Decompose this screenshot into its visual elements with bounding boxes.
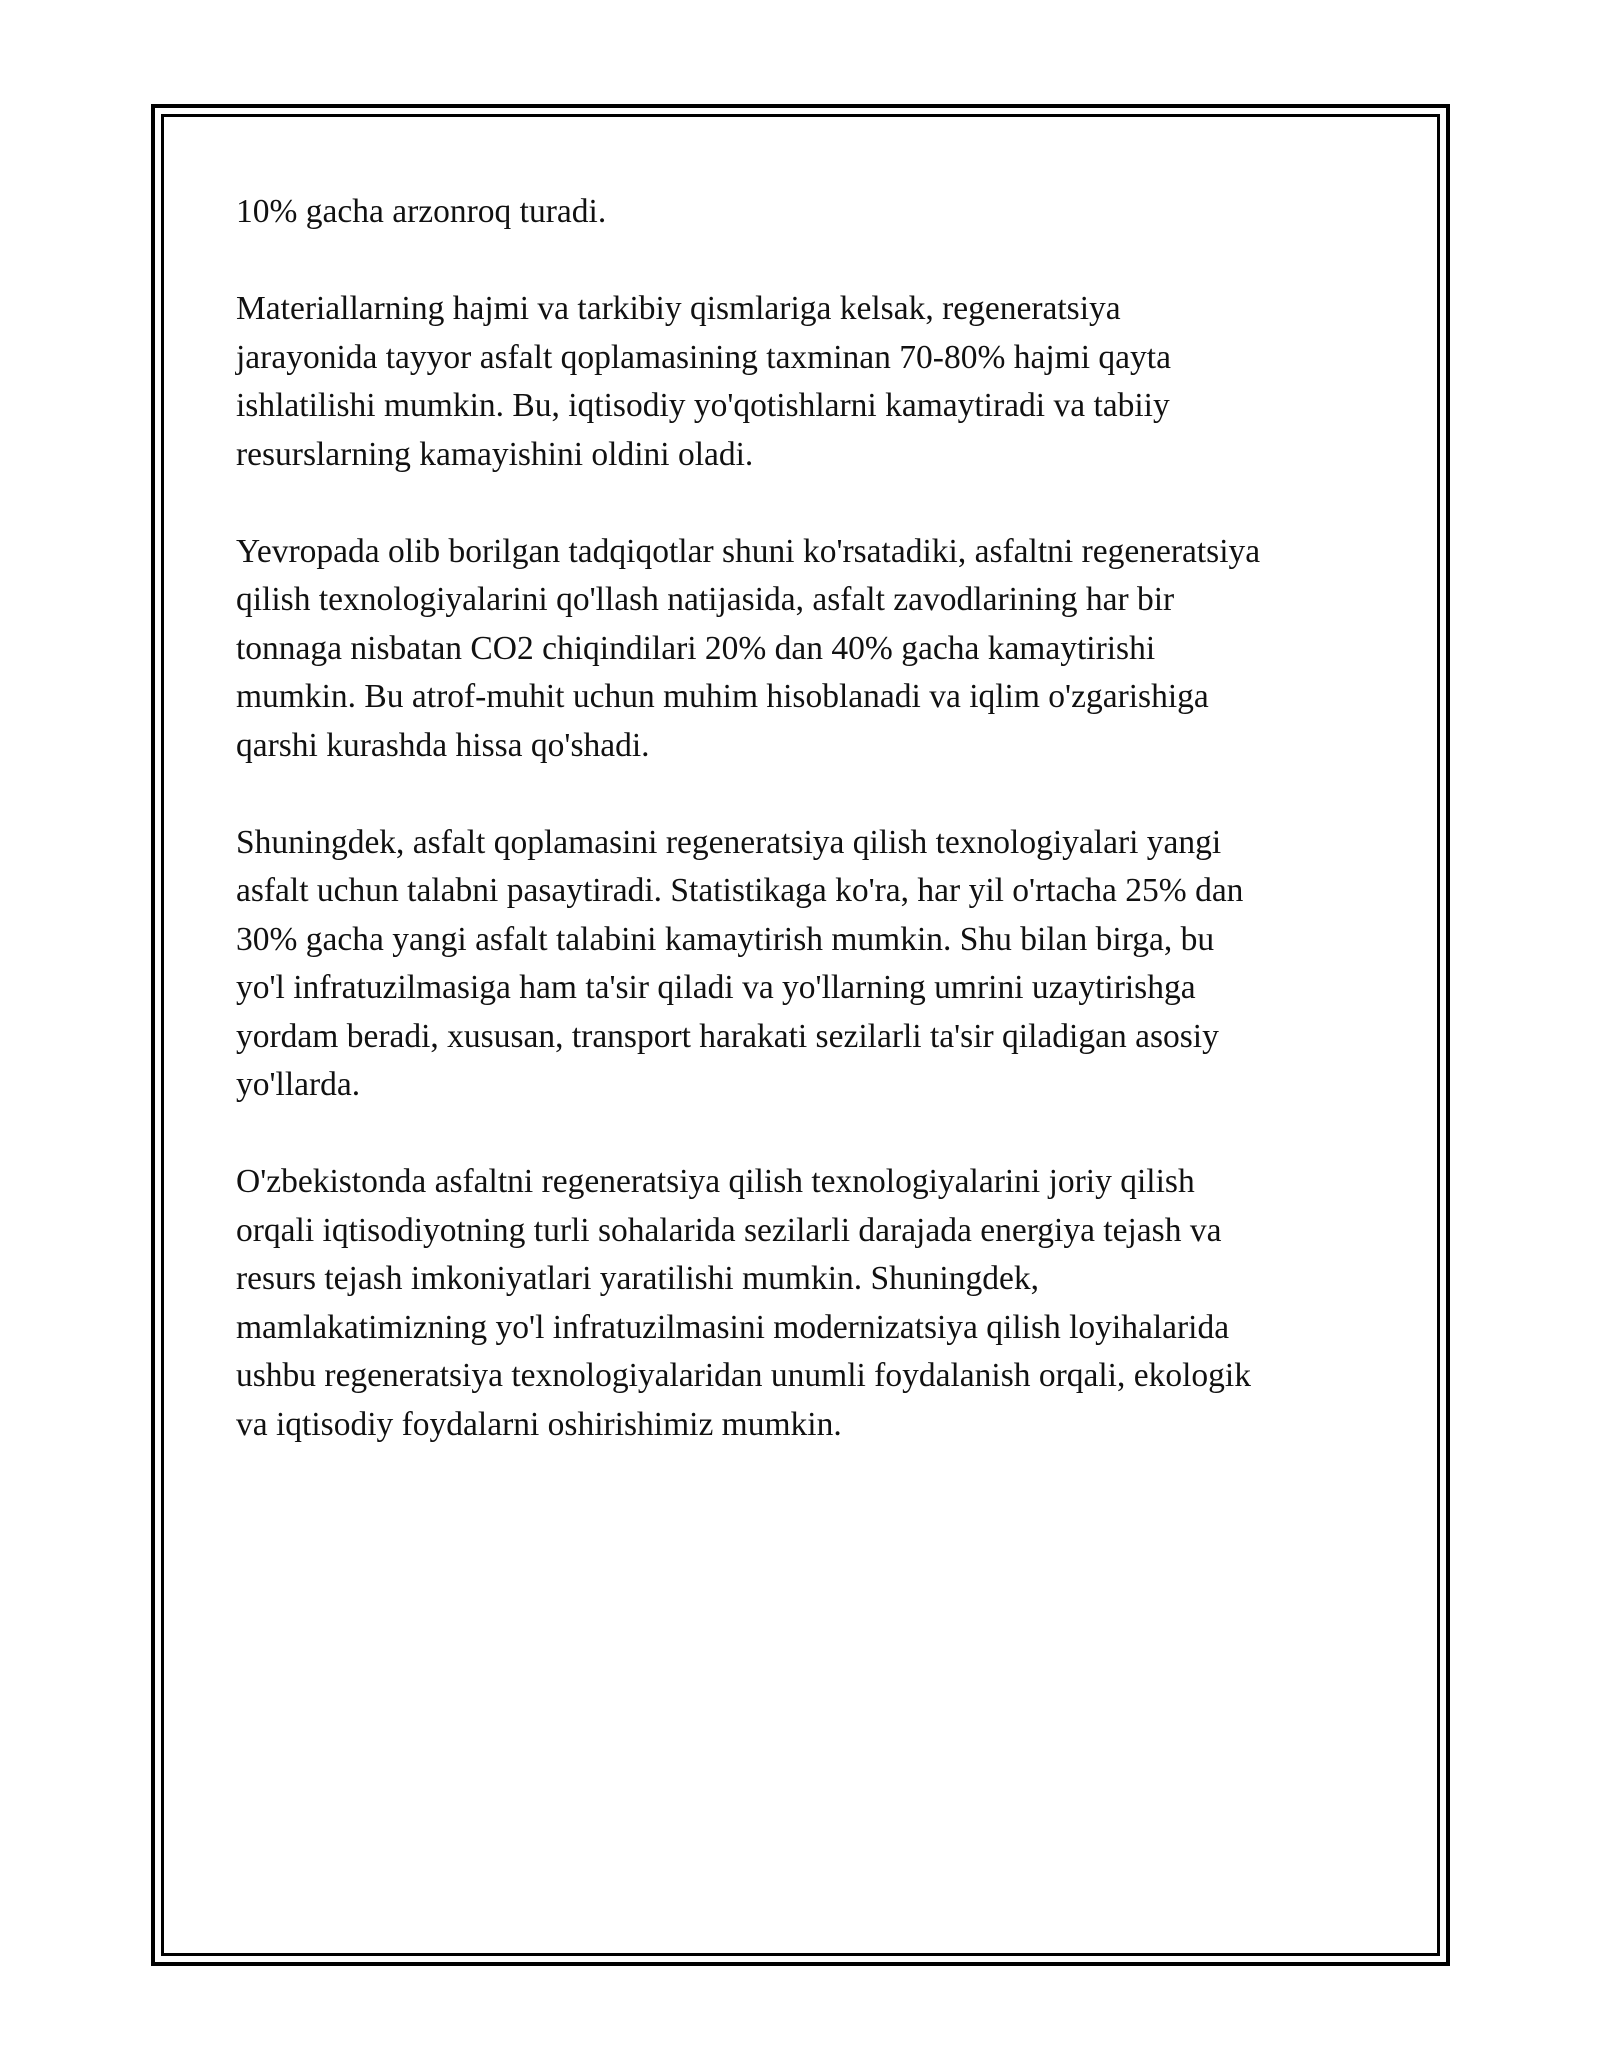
text-line: yordam beradi, xususan, transport harakati sezilarli ta'sir qiladigan asosiy — [236, 1017, 1219, 1055]
text-line: ushbu regeneratsiya texnologiyalaridan unumli foydalanish orqali, ekologik — [236, 1357, 1251, 1394]
paragraph — [236, 1158, 1386, 1449]
paragraph — [236, 819, 1386, 1110]
text-line: qilish texnologiyalarini qo'llash natijasida, asfalt zavodlarining har bir — [236, 581, 1175, 618]
text-line: mumkin. Bu atrof-muhit uchun muhim hisoblanadi va iqlim o'zgarishiga — [236, 678, 1209, 715]
text-line: Materiallarning hajmi va tarkibiy qismlariga kelsak, regeneratsiya — [236, 290, 1121, 327]
text-line: O'zbekistonda asfaltni regeneratsiya qilish texnologiyalarini joriy qilish — [236, 1163, 1195, 1200]
text-line: yo'l infratuzilmasiga ham ta'sir qiladi va yo'llarning umrini uzaytirishga — [236, 969, 1196, 1006]
text-line: va iqtisodiy foydalarni oshirishimiz mumkin. — [236, 1405, 842, 1443]
text-line: orqali iqtisodiyotning turli sohalarida sezilarli darajada energiya tejash va — [236, 1211, 1222, 1249]
text-line: qarshi kurashda hissa qo'shadi. — [236, 726, 650, 764]
text-line: asfalt uchun talabni pasaytiradi. Statistikaga ko'ra, har yil o'rtacha 25% dan — [236, 872, 1244, 909]
text-line: mamlakatimizning yo'l infratuzilmasini modernizatsiya qilish loyihalarida — [236, 1308, 1230, 1346]
text-line: resurslarning kamayishini oldini oladi. — [236, 435, 754, 473]
text-line: yo'llarda. — [236, 1066, 361, 1103]
paragraph — [236, 285, 1386, 479]
paragraph — [236, 188, 1386, 237]
text-line: jarayonida tayyor asfalt qoplamasining taxminan 70-80% hajmi qayta — [236, 338, 1171, 376]
text-line: 30% gacha yangi asfalt talabini kamaytirish mumkin. Shu bilan birga, bu — [236, 920, 1215, 958]
text-line: tonnaga nisbatan CO2 chiqindilari 20% dan 40% gacha kamaytirishi — [236, 629, 1156, 667]
text-line: resurs tejash imkoniyatlari yaratilishi mumkin. Shuningdek, — [236, 1260, 1039, 1297]
paragraph — [236, 528, 1386, 771]
text-line: 10% gacha arzonroq turadi. — [236, 193, 607, 230]
document-body — [236, 188, 1386, 1498]
text-line: Yevropada olib borilgan tadqiqotlar shuni ko'rsatadiki, asfaltni regeneratsiya — [236, 532, 1261, 570]
text-line: ishlatilishi mumkin. Bu, iqtisodiy yo'qotishlarni kamaytiradi va tabiiy — [236, 387, 1170, 424]
text-line: Shuningdek, asfalt qoplamasini regeneratsiya qilish texnologiyalari yangi — [236, 823, 1222, 861]
